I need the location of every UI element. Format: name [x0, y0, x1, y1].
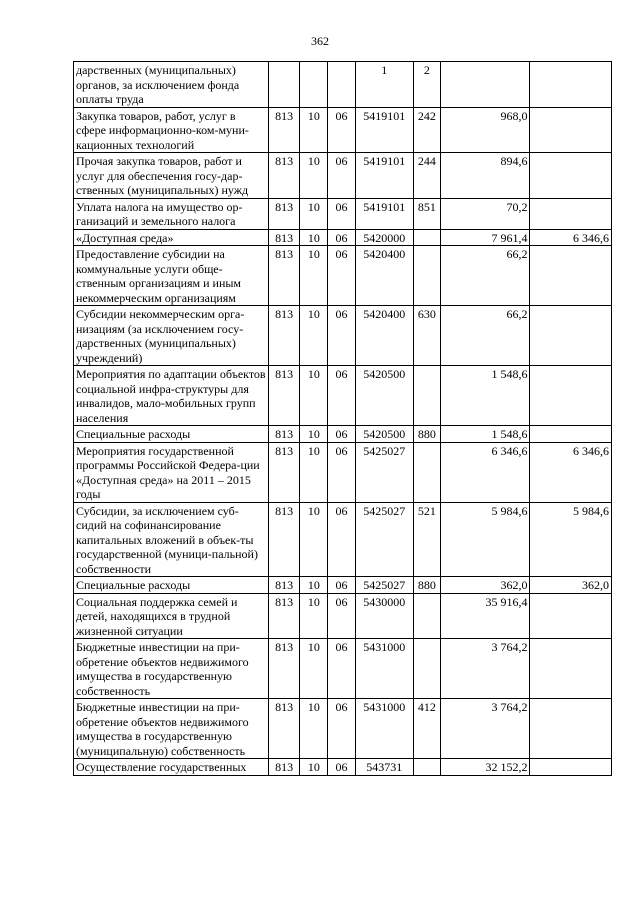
sum-federal — [530, 593, 612, 639]
target-code: 5420500 — [355, 426, 413, 443]
sum-total: 66,2 — [441, 306, 530, 366]
expense-name: Мероприятия государственной программы Российской Федера-ции «Доступная среда» на 2011 – 2015 годы — [74, 442, 269, 502]
sum-total: 32 152,2 — [441, 759, 530, 776]
gr-code: 813 — [269, 246, 300, 306]
gr-code: 813 — [269, 699, 300, 759]
target-code: 1 — [355, 62, 413, 108]
vr-code — [413, 759, 440, 776]
sum-federal — [530, 699, 612, 759]
table-row — [74, 153, 612, 199]
sum-federal — [530, 759, 612, 776]
pr-code: 06 — [328, 153, 355, 199]
expense-name: дарственных (муниципальных) органов, за исключением фонда оплаты труда — [74, 62, 269, 108]
sum-federal — [530, 366, 612, 426]
rz-code: 10 — [300, 759, 328, 776]
sum-federal — [530, 306, 612, 366]
expense-name: Прочая закупка товаров, работ и услуг для обеспечения госу-дар-ственных (муниципальных) нужд — [74, 153, 269, 199]
vr-code — [413, 229, 440, 246]
expense-name: Специальные расходы — [74, 577, 269, 594]
pr-code: 06 — [328, 699, 355, 759]
target-code: 5425027 — [355, 577, 413, 594]
sum-total: 968,0 — [441, 107, 530, 153]
vr-code — [413, 366, 440, 426]
pr-code: 06 — [328, 502, 355, 577]
gr-code: 813 — [269, 229, 300, 246]
target-code: 5419101 — [355, 107, 413, 153]
sum-total: 1 548,6 — [441, 426, 530, 443]
expense-name: «Доступная среда» — [74, 229, 269, 246]
pr-code: 06 — [328, 577, 355, 594]
target-code: 5431000 — [355, 639, 413, 699]
budget-table — [73, 61, 612, 776]
vr-code — [413, 442, 440, 502]
pr-code: 06 — [328, 759, 355, 776]
gr-code: 813 — [269, 107, 300, 153]
expense-name: Субсидии, за исключением суб-сидий на софинансирование капитальных вложений в объек-ты государственной (муници-пальной) собственности — [74, 502, 269, 577]
gr-code: 813 — [269, 577, 300, 594]
vr-code: 851 — [413, 198, 440, 229]
vr-code — [413, 639, 440, 699]
page-number: 362 — [311, 34, 329, 48]
expense-name: Социальная поддержка семей и детей, находящихся в трудной жизненной ситуации — [74, 593, 269, 639]
table-row — [74, 759, 612, 776]
pr-code: 06 — [328, 426, 355, 443]
expense-name: Предоставление субсидии на коммунальные услуги обще-ственным организациям и иным некоммерческим организациям — [74, 246, 269, 306]
table-row — [74, 246, 612, 306]
sum-total: 66,2 — [441, 246, 530, 306]
rz-code: 10 — [300, 306, 328, 366]
vr-code: 244 — [413, 153, 440, 199]
sum-federal — [530, 153, 612, 199]
vr-code: 630 — [413, 306, 440, 366]
sum-federal — [530, 246, 612, 306]
rz-code: 10 — [300, 639, 328, 699]
sum-total: 3 764,2 — [441, 639, 530, 699]
vr-code: 412 — [413, 699, 440, 759]
expense-name: Мероприятия по адаптации объектов социальной инфра-структуры для инвалидов, мало-мобильных групп населения — [74, 366, 269, 426]
table-row — [74, 107, 612, 153]
sum-federal — [530, 107, 612, 153]
table-row — [74, 442, 612, 502]
target-code: 5430000 — [355, 593, 413, 639]
sum-total: 70,2 — [441, 198, 530, 229]
target-code: 5425027 — [355, 502, 413, 577]
target-code: 5431000 — [355, 699, 413, 759]
gr-code: 813 — [269, 759, 300, 776]
rz-code: 10 — [300, 699, 328, 759]
table-row — [74, 306, 612, 366]
target-code: 5420500 — [355, 366, 413, 426]
expense-name: Субсидии некоммерческим орга-низациям (за исключением госу-дарственных (муниципальных) учреждений) — [74, 306, 269, 366]
vr-code: 880 — [413, 577, 440, 594]
sum-total: 6 346,6 — [441, 442, 530, 502]
sum-total: 894,6 — [441, 153, 530, 199]
rz-code: 10 — [300, 502, 328, 577]
gr-code: 813 — [269, 306, 300, 366]
target-code: 5420000 — [355, 229, 413, 246]
rz-code — [300, 62, 328, 108]
rz-code: 10 — [300, 229, 328, 246]
pr-code — [328, 62, 355, 108]
pr-code: 06 — [328, 442, 355, 502]
gr-code: 813 — [269, 593, 300, 639]
pr-code: 06 — [328, 639, 355, 699]
table-row — [74, 593, 612, 639]
pr-code: 06 — [328, 229, 355, 246]
vr-code: 521 — [413, 502, 440, 577]
table-row — [74, 366, 612, 426]
expense-name: Бюджетные инвестиции на при-обретение объектов недвижимого имущества в государственную собственность — [74, 639, 269, 699]
table-row — [74, 502, 612, 577]
target-code: 5419101 — [355, 153, 413, 199]
target-code: 543731 — [355, 759, 413, 776]
expense-name: Осуществление государственных — [74, 759, 269, 776]
table-row — [74, 426, 612, 443]
target-code: 5425027 — [355, 442, 413, 502]
table-row — [74, 577, 612, 594]
pr-code: 06 — [328, 593, 355, 639]
sum-total: 1 548,6 — [441, 366, 530, 426]
expense-name: Закупка товаров, работ, услуг в сфере информационно-ком-муни-кационных технологий — [74, 107, 269, 153]
table-row — [74, 62, 612, 108]
table-row — [74, 699, 612, 759]
gr-code: 813 — [269, 198, 300, 229]
sum-total — [441, 62, 530, 108]
target-code: 5419101 — [355, 198, 413, 229]
sum-total: 362,0 — [441, 577, 530, 594]
target-code: 5420400 — [355, 306, 413, 366]
rz-code: 10 — [300, 198, 328, 229]
sum-total: 7 961,4 — [441, 229, 530, 246]
table-row — [74, 229, 612, 246]
sum-federal — [530, 639, 612, 699]
vr-code — [413, 593, 440, 639]
gr-code: 813 — [269, 639, 300, 699]
sum-federal: 362,0 — [530, 577, 612, 594]
pr-code: 06 — [328, 107, 355, 153]
rz-code: 10 — [300, 246, 328, 306]
gr-code — [269, 62, 300, 108]
sum-total: 35 916,4 — [441, 593, 530, 639]
expense-name: Специальные расходы — [74, 426, 269, 443]
rz-code: 10 — [300, 107, 328, 153]
sum-federal — [530, 426, 612, 443]
vr-code: 880 — [413, 426, 440, 443]
rz-code: 10 — [300, 593, 328, 639]
vr-code: 2 — [413, 62, 440, 108]
pr-code: 06 — [328, 198, 355, 229]
gr-code: 813 — [269, 426, 300, 443]
rz-code: 10 — [300, 577, 328, 594]
vr-code — [413, 246, 440, 306]
vr-code: 242 — [413, 107, 440, 153]
table-row — [74, 198, 612, 229]
pr-code: 06 — [328, 306, 355, 366]
rz-code: 10 — [300, 442, 328, 502]
pr-code: 06 — [328, 366, 355, 426]
table-row — [74, 639, 612, 699]
expense-name: Бюджетные инвестиции на при-обретение объектов недвижимого имущества в государственную (муниципальную) собственность — [74, 699, 269, 759]
target-code: 5420400 — [355, 246, 413, 306]
rz-code: 10 — [300, 153, 328, 199]
sum-federal — [530, 62, 612, 108]
expense-name: Уплата налога на имущество ор-ганизаций и земельного налога — [74, 198, 269, 229]
gr-code: 813 — [269, 366, 300, 426]
sum-federal: 6 346,6 — [530, 442, 612, 502]
sum-federal: 5 984,6 — [530, 502, 612, 577]
rz-code: 10 — [300, 426, 328, 443]
rz-code: 10 — [300, 366, 328, 426]
pr-code: 06 — [328, 246, 355, 306]
gr-code: 813 — [269, 153, 300, 199]
gr-code: 813 — [269, 502, 300, 577]
sum-total: 3 764,2 — [441, 699, 530, 759]
sum-total: 5 984,6 — [441, 502, 530, 577]
sum-federal — [530, 198, 612, 229]
gr-code: 813 — [269, 442, 300, 502]
sum-federal: 6 346,6 — [530, 229, 612, 246]
